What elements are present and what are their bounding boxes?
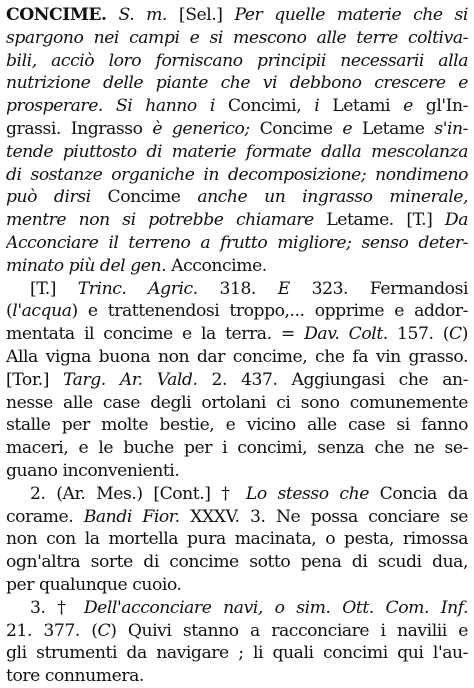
text-segment: gl'	[425, 96, 446, 117]
text-segment: 2. 437. Aggiungasi che an-	[197, 369, 468, 390]
text-segment: guano inconvenienti.	[6, 460, 180, 481]
dictionary-entry	[6, 4, 468, 688]
text-segment: Concime	[107, 187, 181, 208]
text-segment: minato più del gen.	[6, 255, 172, 276]
text-segment: 323. Fermandosi	[289, 278, 468, 299]
text-segment: Da	[444, 210, 468, 231]
text-segment: e	[390, 96, 426, 117]
text-line	[6, 483, 468, 506]
text-segment: s'in-	[424, 118, 468, 139]
text-line	[6, 27, 468, 50]
text-segment: spargono nei campi e si mescono alle terre coltiva-	[6, 27, 468, 48]
text-line	[6, 642, 468, 665]
text-line	[6, 164, 468, 187]
text-line	[6, 50, 468, 73]
text-segment: mentata il concime e la terra. =	[6, 324, 305, 345]
text-segment: C	[97, 620, 111, 641]
text-segment: Concime	[259, 118, 333, 139]
text-segment: 21. 377. (	[6, 620, 98, 641]
text-line	[6, 255, 468, 278]
text-line	[6, 620, 468, 643]
text-segment: corame.	[6, 506, 84, 527]
text-segment: i	[301, 96, 333, 117]
text-segment: [Tor.]	[6, 369, 63, 390]
text-segment: prosperare. Si hanno i	[6, 96, 228, 117]
text-line	[6, 186, 468, 209]
text-segment: Letame.	[326, 210, 394, 231]
text-segment: Bandi Fior.	[83, 506, 180, 527]
text-segment: tende piuttosto di materie formate dalla mescolanza	[6, 141, 468, 162]
text-segment: Letami	[332, 96, 391, 117]
text-segment: maceri, e le buche per i concimi, senza che ne se-	[6, 438, 468, 459]
text-line	[6, 118, 468, 141]
text-segment: Targ. Ar. Vald.	[63, 369, 198, 390]
text-segment: [Sel.]	[167, 5, 235, 25]
text-segment: ogn'altra sorte di concime sotto pena di scudi dua,	[6, 552, 468, 573]
text-segment: Letame	[361, 118, 425, 139]
text-segment: gli strumenti da navigare ; li quali concimi qui l'au-	[6, 643, 468, 664]
text-segment: stalle per molte bestie, e vicino alle case si fanno	[6, 415, 468, 436]
text-segment: nutrizione delle piante che vi debbono crescere e	[6, 73, 468, 94]
text-line	[6, 4, 468, 27]
text-segment: Dav. Colt.	[304, 324, 388, 345]
text-segment: ) Quivi stanno a racconciare i navilii e	[110, 620, 468, 641]
text-segment: S. m.	[106, 5, 168, 25]
text-segment: Alla vigna buona non dar concime, che fa vin grasso.	[6, 346, 468, 367]
text-line	[6, 414, 468, 437]
text-line	[6, 232, 468, 255]
text-segment: l'acqua	[12, 301, 72, 322]
text-segment: 318.	[197, 278, 278, 299]
text-segment: )	[461, 324, 468, 345]
text-segment: 2. (Ar. Mes.) [Cont.] †	[30, 483, 246, 504]
text-segment: Dell'acconciare navi, o sim. Ott. Com. Inf.	[83, 597, 468, 618]
text-line	[6, 437, 468, 460]
text-segment: [T.]	[30, 278, 78, 299]
text-segment: Lo stesso che	[245, 483, 369, 504]
text-line	[6, 574, 468, 597]
text-segment: bili, acciò loro forniscano principii necessarii alla	[6, 50, 468, 71]
text-segment: (	[6, 301, 13, 322]
text-line	[6, 392, 468, 415]
text-segment: grassi.	[6, 118, 71, 139]
text-line	[6, 506, 468, 529]
text-line	[6, 141, 468, 164]
text-segment: Acconcime.	[171, 255, 267, 276]
text-line	[6, 278, 468, 301]
text-segment: e	[332, 118, 362, 139]
text-segment: [T.]	[393, 210, 445, 231]
text-segment: Acconciare il terreno a frutto migliore; senso deter-	[6, 232, 468, 253]
text-line	[6, 528, 468, 551]
text-segment: E	[277, 278, 290, 299]
text-segment: XXXV. 3. Ne possa conciare se	[179, 506, 468, 527]
text-line	[6, 665, 468, 688]
text-segment: non con la mortella pura macinata, o pesta, rimossa	[6, 529, 468, 550]
text-segment: mentre non si potrebbe chiamare	[6, 210, 327, 231]
text-segment: nesse alle case degli ortolani ci sono comunemente	[6, 392, 468, 413]
text-segment: In-	[445, 96, 468, 117]
text-segment: C	[449, 324, 462, 345]
text-line	[6, 72, 468, 95]
headword: CONCIME.	[6, 5, 107, 25]
text-line	[6, 597, 468, 620]
text-segment: 3. †	[30, 597, 84, 618]
text-line	[6, 460, 468, 483]
text-line	[6, 551, 468, 574]
text-segment: 157. (	[387, 324, 450, 345]
text-line	[6, 209, 468, 232]
text-segment: ) e trattenendosi troppo,... opprime e addor-	[71, 301, 468, 322]
text-line	[6, 300, 468, 323]
text-segment: può dirsi	[6, 187, 108, 208]
text-segment: Per quelle materie che si	[234, 5, 468, 25]
text-segment: Ingrasso	[70, 118, 143, 139]
text-segment: Concimi,	[227, 96, 302, 117]
text-segment: di sostanze organiche in decomposizione; nondimeno	[6, 164, 468, 185]
text-segment: Concia da	[368, 483, 468, 504]
text-line	[6, 369, 468, 392]
text-segment: Trinc. Agric.	[77, 278, 198, 299]
text-segment: tore connumera.	[6, 666, 144, 687]
text-segment: è generico;	[142, 118, 260, 139]
text-line	[6, 323, 468, 346]
text-segment: anche un ingrasso minerale,	[180, 187, 468, 208]
text-line	[6, 346, 468, 369]
text-line	[6, 95, 468, 118]
text-segment: per qualunque cuoio.	[6, 574, 182, 595]
